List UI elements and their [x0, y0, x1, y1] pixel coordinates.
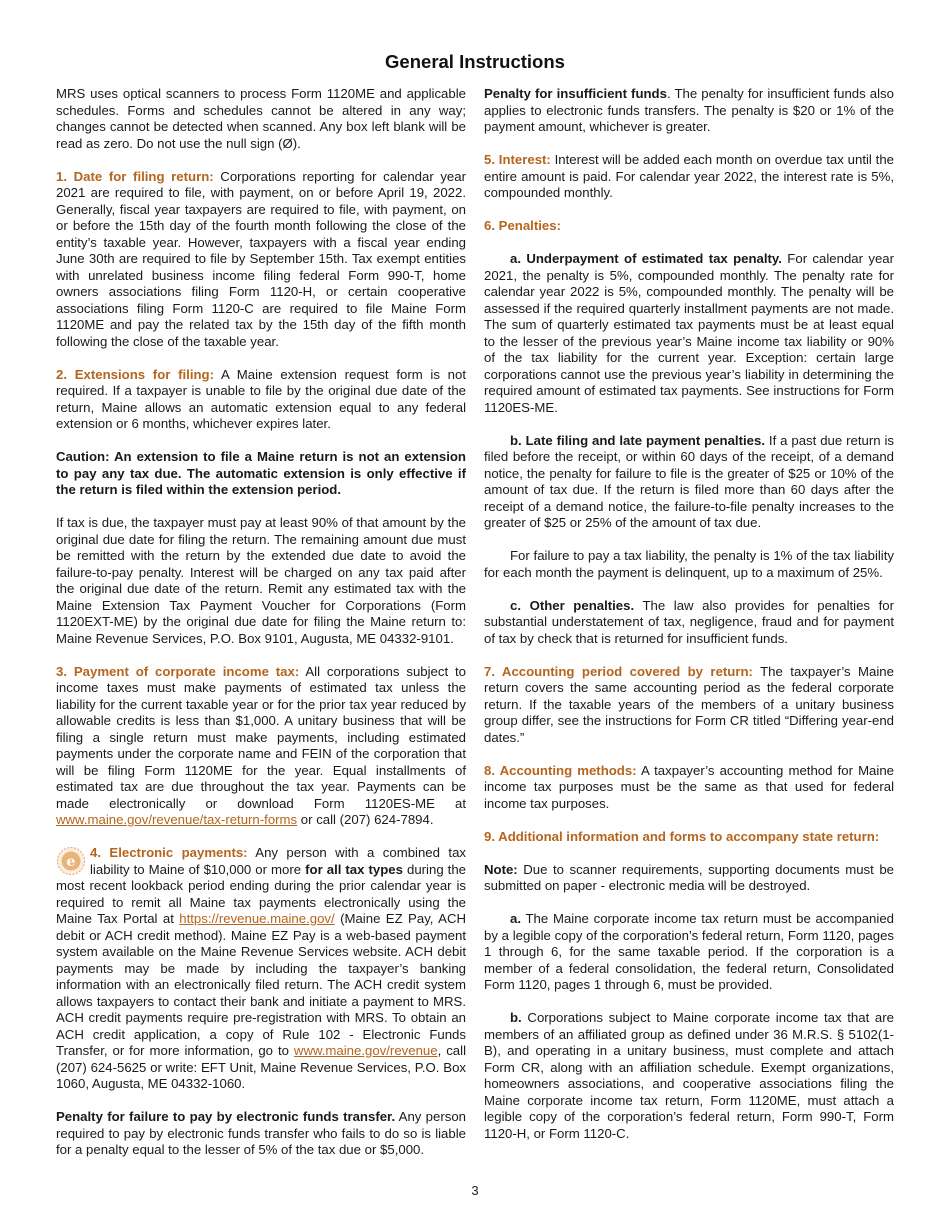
additional-info-b: b. Corporations subject to Maine corporate income tax that are members of an affiliated group as defined under 36 M.R.S. § 5102(1-B), and operating in a unitary business, must complete and attach Form CR, along with an affiliation schedule. Exempt organizations, homeowners associations, and cooperative associations filing the Maine corporate income tax return, Form 1120ME, must attach a legible copy of the corporation’s federal return, Form 990-T, Form 1120-H, or Form 1120-C.: [484, 1010, 894, 1141]
section-heading: 6. Penalties:: [484, 218, 561, 233]
penalty-eft-paragraph: Penalty for failure to pay by electronic funds transfer. Any person required to pay by electronic funds transfer who fails to do so is liable for a penalty equal to the lesser of 5% of the tax due or $5,000.: [56, 1109, 466, 1157]
page-number: 3: [471, 1183, 479, 1198]
additional-info-a: a. The Maine corporate income tax return must be accompanied by a legible copy of the corporation’s federal return, Form 1120, pages 1 through 6, for the same taxable period. If the corporation is a member of a federal consolidation, the federal return, Consolidated Form 1120, pages 1 through 6, must be provided.: [484, 911, 894, 992]
section-accounting-methods: 8. Accounting methods: A taxpayer’s accounting method for Maine income tax purposes must be the same as that used for federal income tax purposes.: [484, 762, 894, 811]
section-electronic-payments: e 4. Electronic payments: Any person with a combined tax liability to Maine of $10,000 or more for all tax types during the most recent lookback period ending during the prior calendar year is required to remit all Maine tax payments electronically using the Maine Tax Portal at https://revenue.maine.gov/ (Maine EZ Pay, ACH debit or ACH credit method). Maine EZ Pay is a web-based payment system available on the Maine Revenue Services website. ACH debit payments may be made by including the taxpayer’s banking information with an electronically filed return. The ACH credit system allows taxpayers to contact their bank and initiate a payment to MRS. ACH credit payments require pre-registration with MRS. To obtain an ACH credit application, a copy of Rule 102 - Electronic Funds Transfer, or for more information, go to www.maine.gov/revenue, call (207) 624-5625 or write: EFT Unit, Maine Revenue Services, P.O. Box 1060, Augusta, ME 04332-1060.: [56, 845, 467, 1091]
section-heading: 5. Interest:: [484, 152, 551, 167]
penalty-other: c. Other penalties. The law also provides for penalties for substantial understatement of tax, negligence, fraud and for payment of tax by check that is returned for insufficient funds.: [484, 597, 894, 646]
section-heading: 4. Electronic payments:: [90, 845, 248, 860]
section-extensions: 2. Extensions for filing: A Maine extension request form is not required. If a taxpayer is unable to file by the original due date of the return, Maine allows an automatic extension equal to any federal extension or 6 months, whichever expires later.: [56, 366, 467, 431]
section-heading: 7. Accounting period covered by return:: [484, 663, 753, 679]
section-heading: 9. Additional information and forms to accompany state return:: [484, 828, 880, 844]
svg-text:e: e: [66, 854, 76, 870]
page-title: General Instructions: [385, 51, 565, 72]
penalty-late-filing: b. Late filing and late payment penalties. If a past due return is filed before the receipt, or within 60 days of the receipt, of a demand notice, the penalty for failure to file is the greater of $25 or 10% of the amount of tax due. If the return is filed more than 60 days after the receipt of a demand notice, the failure-to-file penalty increases to the greater of $25 or 25% of the amount of tax due.: [484, 432, 894, 530]
revenue-portal-link[interactable]: https://revenue.maine.gov/: [179, 911, 335, 926]
note-paragraph: Note: Due to scanner requirements, supporting documents must be submitted on paper - electronic media will be destroyed.: [484, 861, 894, 893]
caution-paragraph: Caution: An extension to file a Maine return is not an extension to pay any tax due. The automatic extension is only effective if the return is filed within the extension period.: [56, 449, 466, 497]
section-heading: 8. Accounting methods:: [484, 762, 637, 778]
penalty-failure-to-pay: For failure to pay a tax liability, the penalty is 1% of the tax liability for each month the payment is delinquent, up to a maximum of 25%.: [484, 548, 894, 580]
section-payment: 3. Payment of corporate income tax: All corporations subject to income taxes must make payments of estimated tax unless the liability for the current taxable year or for the prior tax year reduced by allowable credits is less than $1,000. A unitary business that will be filing a single return must make payments, including estimated payments under the corporate name and FEIN of the corporation that will be filing Form 1120ME for the year. Equal installments of estimated tax are due throughout the tax year. Payments can be made electronically or download Form 1120ES-ME at www.maine.gov/revenue/tax-return-forms or call (207) 624-7894.: [56, 663, 467, 827]
section-heading: 2. Extensions for filing:: [56, 366, 214, 382]
section-penalties: [484, 218, 894, 235]
section-additional-info: [484, 829, 894, 846]
right-column: [484, 86, 894, 1159]
tax-forms-link[interactable]: www.maine.gov/revenue/tax-return-forms: [56, 812, 298, 827]
section-heading: 3. Payment of corporate income tax:: [56, 663, 300, 679]
insufficient-funds-paragraph: Penalty for insufficient funds. The penalty for insufficient funds also applies to electronic funds transfers. The penalty is $20 or 1% of the payment amount, whichever is greater.: [484, 86, 894, 134]
maine-ez-pay-logo-icon: [56, 846, 86, 876]
maine-revenue-link[interactable]: www.maine.gov/revenue: [293, 1043, 438, 1058]
tax-due-paragraph: If tax is due, the taxpayer must pay at least 90% of that amount by the original due date for filing the return. The remaining amount due must be remitted with the return by the extended due date to avoid the failure-to-pay penalty. Interest will be charged on any tax paid after the original due date of the return. Remit any estimated tax with the Maine Extension Tax Payment Voucher for Corporations (Form 1120EXT-ME) by the original due date for filing the Maine return to: Maine Revenue Services, P.O. Box 9101, Augusta, ME 04332-9101.: [56, 515, 466, 646]
section-heading: 1. Date for filing return:: [56, 168, 214, 184]
intro-paragraph: MRS uses optical scanners to process Form 1120ME and applicable schedules. Forms and schedules cannot be altered in any way; changes cannot be detected when scanned. Any box left blank will be read as zero. Do not use the null sign (Ø).: [56, 86, 466, 151]
penalty-underpayment: a. Underpayment of estimated tax penalty. For calendar year 2021, the penalty is 5%, compounded monthly. The penalty rate for calendar year 2022 is 5%, compounded monthly. The penalty will be assessed if the required quarterly installment payments are not made. The sum of quarterly estimated tax payments must be at least equal to the lesser of the previous year’s Maine income tax liability or 90% of the tax liability for the current year. Exception: certain large corporations cannot use the previous year’s liability in determining the required amount of estimated tax payments. See instructions for Form 1120ES-ME.: [484, 251, 895, 415]
section-filing-date: 1. Date for filing return: Corporations reporting for calendar year 2021 are required to file, with payment, on or before April 19, 2022. Generally, fiscal year taxpayers are required to file, with payment, on or before the 15th day of the fourth month following the close of the entity’s taxable year. However, taxpayers with a fiscal year ending June 30th are required to file by September 15th. Tax exempt entities with unrelated business income filing federal Form 990-T, home owners associations filing Form 1120-H, or certain cooperative associations filing Form 1120-C are required to file Maine Form 1120ME and pay the related tax by the 15th day of the fifth month following the close of the taxable year.: [56, 168, 466, 349]
section-accounting-period: 7. Accounting period covered by return: The taxpayer’s Maine return covers the same accounting period as the federal corporate return. If the taxable years of the members of a unitary business group differ, see the instructions for Form CR titled “Differing year-end dates.”: [484, 663, 894, 745]
section-interest: 5. Interest: Interest will be added each month on overdue tax until the entire amount is paid. For calendar year 2022, the interest rate is 5%, compounded monthly.: [484, 152, 894, 200]
left-column: [56, 86, 466, 1175]
